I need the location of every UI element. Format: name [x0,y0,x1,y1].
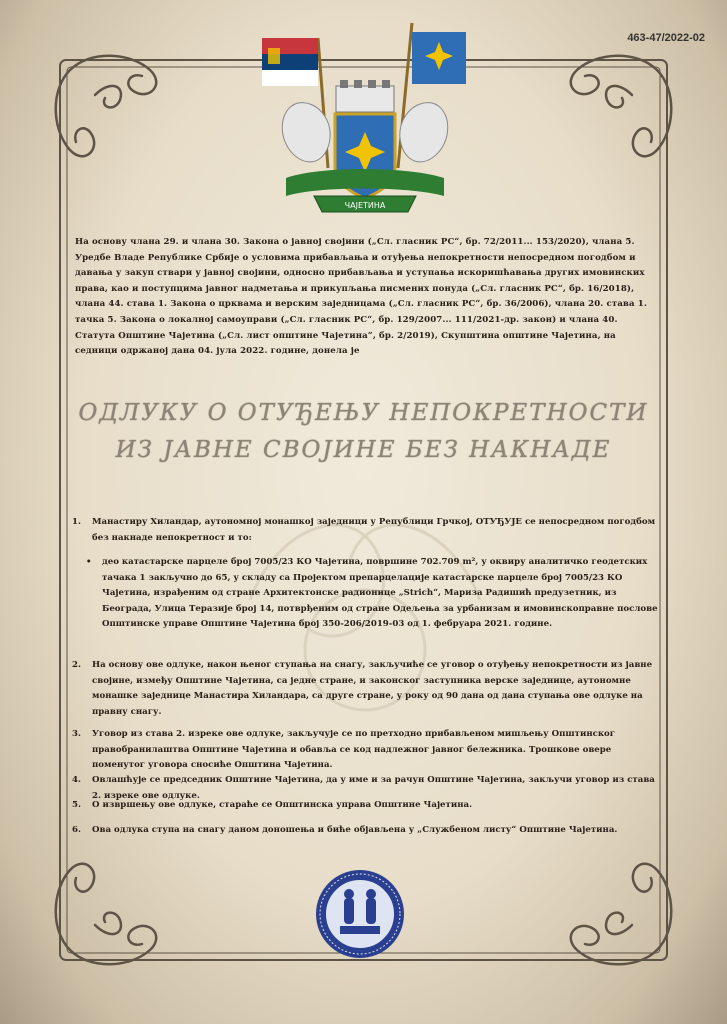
item-text: О извршењу ове одлуке, стараће се Општинска управа Општине Чајетина. [92,800,473,810]
item-text: Манастиру Хиландар, аутономној монашкој заједници у Републици Грчкој, ОТУЂУЈЕ се непосредном погодбом без накнаде непокретност и то: [92,517,656,543]
reference-number: 463-47/2022-02 [627,32,705,44]
sub-list-item [72,555,664,633]
sub-item-text: део катастарске парцеле број 7005/23 КО Чајетина, површине 702.709 m², у оквиру аналитичко геодетских тачака 1 закључно до 65, у складу са Пројектом препарцелације катастарске парцеле број 7005/23 КО Чајетина, израђеним од стране Архитектонске радионице „Strich“, Мариза Радишић предузетник, из Београда, Улица Теразије број 14, потврђеним од стране Одељења за урбанизам и имовинскоправне послове Општинске управе Општине Чајетина број 350-206/2019-03 од 1. фебруара 2021. године. [102,557,658,630]
serbian-flag-icon [262,38,318,86]
decision-title-line-1: ОДЛУКУ О ОТУЂЕЊУ НЕПОКРЕТНОСТИ [78,400,649,426]
list-item [72,658,664,720]
item-number: 5. [72,800,81,810]
item-text: На основу ове одлуке, након њеног ступања на снагу, закључиће се уговор о отуђењу непокретности из јавне својине, између Општине Чајетина, са једне стране, и законског заступника верске заједнице, аутономне монашке заједнице Манастира Хиландара, са друге стране, у року од 90 дана од дана ступања ове одлуке на правну снагу. [92,660,653,717]
coat-motto: ЧАЈЕТИНА [344,201,386,210]
item-number: 3. [72,729,81,739]
item-number: 2. [72,660,81,670]
item-number: 4. [72,775,81,785]
item-text: Ова одлука ступа на снагу даном доношења и биће објављена у „Службеном листу“ Општине Чајетина. [92,825,618,835]
list-item [72,727,664,774]
item-number: 1. [72,517,81,527]
coat-of-arms [258,18,472,223]
item-number: 6. [72,825,81,835]
list-item [72,823,664,839]
official-seal [314,868,406,960]
item-text: Уговор из става 2. изреке ове одлуке, закључује се по претходно прибављеном мишљењу Општинског правобранилаштва Општине Чајетина и обавља се код надлежног јавног бележника. Трошкове овере поменутог уговора сносиће Општина Чајетина. [92,729,616,771]
list-item [72,798,664,814]
municipal-flag-icon [412,32,466,84]
list-item [72,515,664,546]
item-text: Овлашћује се председник Општине Чајетина, да у име и за рачун Општине Чајетина, закључи уговор из става 2. изреке ове одлуке. [92,775,655,801]
preamble-text: На основу члана 29. и члана 30. Закона о јавној својини („Сл. гласник РС“, бр. 72/2011... 153/2020), члана 5. Уредбе Владе Републике Србије о условима прибављања и отуђења непокретности непосредном погодбом и давања у закуп ствари у јавној својини, односно прибављања и уступања искоришћавања других имовинских права, као и поступцима јавног надметања и прикупљања писмених понуда („Сл. гласник РС“, бр. 16/2018), члана 44. става 1. Закона о црквама и верским заједницама („Сл. гласник РС“, бр. 36/2006), члана 20. става 1. тачка 5. Закона о локалној самоуправи („Сл. гласник РС“, бр. 129/2007... 111/2021-др. закон) и члана 40. Статута Општине Чајетина („Сл. лист општине Чајетина“, бр. 2/2019), Скупштина општине Чајетина, на седници одржаној дана 04. јула 2022. године, донела је [75,237,647,357]
bullet-icon: • [86,557,92,567]
decision-title-line-2: ИЗ ЈАВНЕ СВОЈИНЕ БЕЗ НАКНАДЕ [115,437,612,463]
